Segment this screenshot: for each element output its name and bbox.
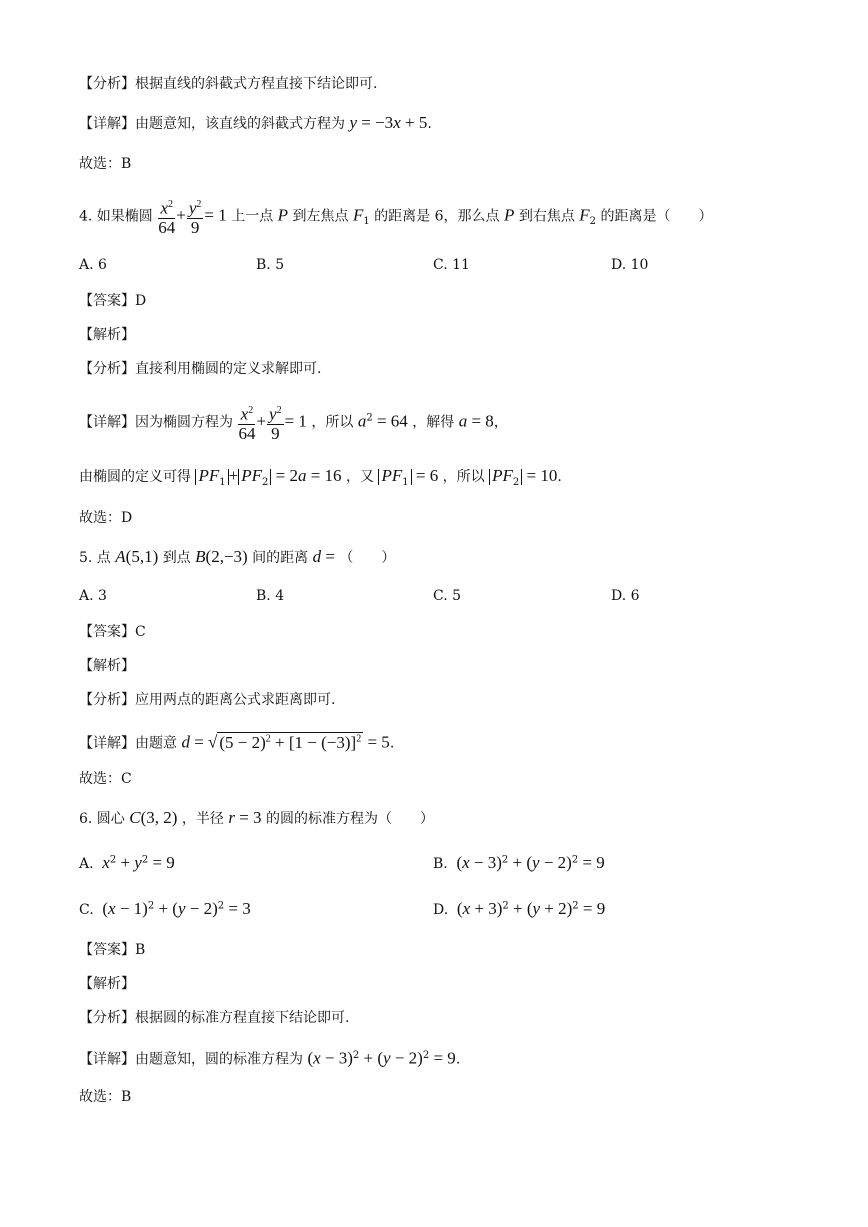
q5-option-b: B. 4 <box>256 588 285 604</box>
q3-analysis: 【分析】根据直线的斜截式方程直接下结论即可. <box>79 76 378 92</box>
q4-stem-c: 到左焦点 <box>292 208 349 225</box>
q5-stem-a: 5. 点 <box>79 550 111 566</box>
q3-answer-line: 故选：B <box>79 156 132 172</box>
q4-answer: 【答案】D <box>79 293 147 309</box>
q5-stem-d: （ ） <box>339 550 396 566</box>
q5-option-c: C. 5 <box>433 588 462 604</box>
q5-analysis: 【分析】应用两点的距离公式求距离即可. <box>79 692 336 708</box>
q6-stem-a: 6. 圆心 <box>79 811 125 827</box>
q6-option-a-label: A. <box>79 856 94 872</box>
q4-detail-1: 【详解】因为椭圆方程为 $\frac{x^2}{64}$ + $\frac{y^2}{9}$ = 1 ，所以 $a^2 = 64$ ，解得 a = 8， <box>79 402 508 443</box>
q6-stem-c: 的圆的标准方程为（ ） <box>266 811 435 827</box>
q5-detail-a: 【详解】由题意 <box>79 735 177 752</box>
q5-sqrt: $(5 - 2)^2 + [1 - (-3)]^2$ <box>219 732 362 752</box>
q4-option-c: C. 11 <box>433 257 470 273</box>
q6-option-d-label: D. <box>433 902 449 918</box>
q4-detail1-a: 【详解】因为椭圆方程为 <box>79 414 233 431</box>
q5-jiexi: 【解析】 <box>79 658 135 674</box>
q6-detail-a: 【详解】由题意知，圆的标准方程为 <box>79 1051 303 1068</box>
q6-answer: 【答案】B <box>79 942 146 958</box>
q4-fraction-y: $\frac{y^2}{9}$ <box>187 196 204 237</box>
q5-stem: 5. 点 A(5,1) 到点 B(2,−3) 间的距离 d = （ ） <box>79 547 396 566</box>
q4-stem-b: 上一点 <box>231 208 274 225</box>
q6-option-d: D. $(x + 3)^2 + (y + 2)^2 = 9$ <box>433 899 606 918</box>
q4-jiexi: 【解析】 <box>79 327 135 343</box>
q4-analysis: 【分析】直接利用椭圆的定义求解即可. <box>79 361 322 377</box>
q6-jiexi: 【解析】 <box>79 976 135 992</box>
q4-option-b: B. 5 <box>256 257 285 273</box>
q3-detail-text: 【详解】由题意知，该直线的斜截式方程为 <box>79 116 345 132</box>
q6-option-a: A. $x^2 + y^2 = 9$ <box>79 853 175 872</box>
q5-option-d: D. 6 <box>611 588 640 604</box>
q4-option-a: A. 6 <box>79 257 107 273</box>
q6-stem: 6. 圆心 C(3, 2) ，半径 r = 3 的圆的标准方程为（ ） <box>79 808 435 827</box>
q4-stem-d: 的距离是 6，那么点 <box>374 208 500 225</box>
q6-detail: 【详解】由题意知，圆的标准方程为 $(x - 3)^2 + (y - 2)^2 = 9$. <box>79 1048 461 1068</box>
q4-detail-2: 由椭圆的定义可得 $PF_1 + PF_2 = 2a = 16$ ，又 $PF_1 = 6$ ，所以 $PF_2 = 10$. <box>79 466 562 488</box>
q4-stem-a: 4. 如果椭圆 <box>79 208 153 225</box>
q4-stem: 4. 如果椭圆 $\frac{x^2}{64}$ + $\frac{y^2}{9}$ = 1 上一点 P 到左焦点 $F_1$ 的距离是 6，那么点 P 到右焦点 $F_2$ 的距离是（ ） <box>79 196 713 237</box>
q4-stem-f: 的距离是（ ） <box>600 208 713 225</box>
q4-stem-e: 到右焦点 <box>518 208 575 225</box>
q3-formula: y <box>349 113 357 132</box>
q4-option-d: D. 10 <box>611 257 649 273</box>
q5-stem-b: 到点 <box>162 550 191 566</box>
q4-answer-line: 故选：D <box>79 510 133 526</box>
q4-detail2-c: ，所以 <box>442 469 485 485</box>
q5-stem-c: 间的距离 <box>252 550 309 566</box>
q6-answer-line: 故选：B <box>79 1089 132 1105</box>
q6-analysis: 【分析】根据圆的标准方程直接下结论即可. <box>79 1010 350 1026</box>
q4-detail-fraction-y: $\frac{y^2}{9}$ <box>267 402 284 443</box>
q5-option-a: A. 3 <box>79 588 107 604</box>
q6-option-b: B. $(x - 3)^2 + (y - 2)^2 = 9$ <box>433 853 605 872</box>
q4-detail-fraction-x: $\frac{x^2}{64}$ <box>238 402 255 443</box>
q4-detail2-b: ，又 <box>346 469 374 485</box>
q4-detail2-a: 由椭圆的定义可得 <box>79 469 191 485</box>
q6-option-c: C. $(x - 1)^2 + (y - 2)^2 = 3$ <box>79 899 251 918</box>
q6-option-c-label: C. <box>79 902 94 918</box>
q5-answer: 【答案】C <box>79 624 146 640</box>
q4-detail1-b: ，所以 <box>311 414 354 431</box>
q3-detail: 【详解】由题意知，该直线的斜截式方程为 y = −3x + 5. <box>79 113 432 132</box>
q4-fraction-x: $\frac{x^2}{64}$ <box>158 196 175 237</box>
q6-option-b-label: B. <box>433 856 448 872</box>
q6-stem-b: ，半径 <box>181 811 224 827</box>
q4-detail1-c: ，解得 <box>412 414 455 431</box>
q5-detail: 【详解】由题意 d = √ $(5 - 2)^2 + [1 - (-3)]^2 = 5$. <box>79 732 395 752</box>
q5-answer-line: 故选：C <box>79 771 132 787</box>
